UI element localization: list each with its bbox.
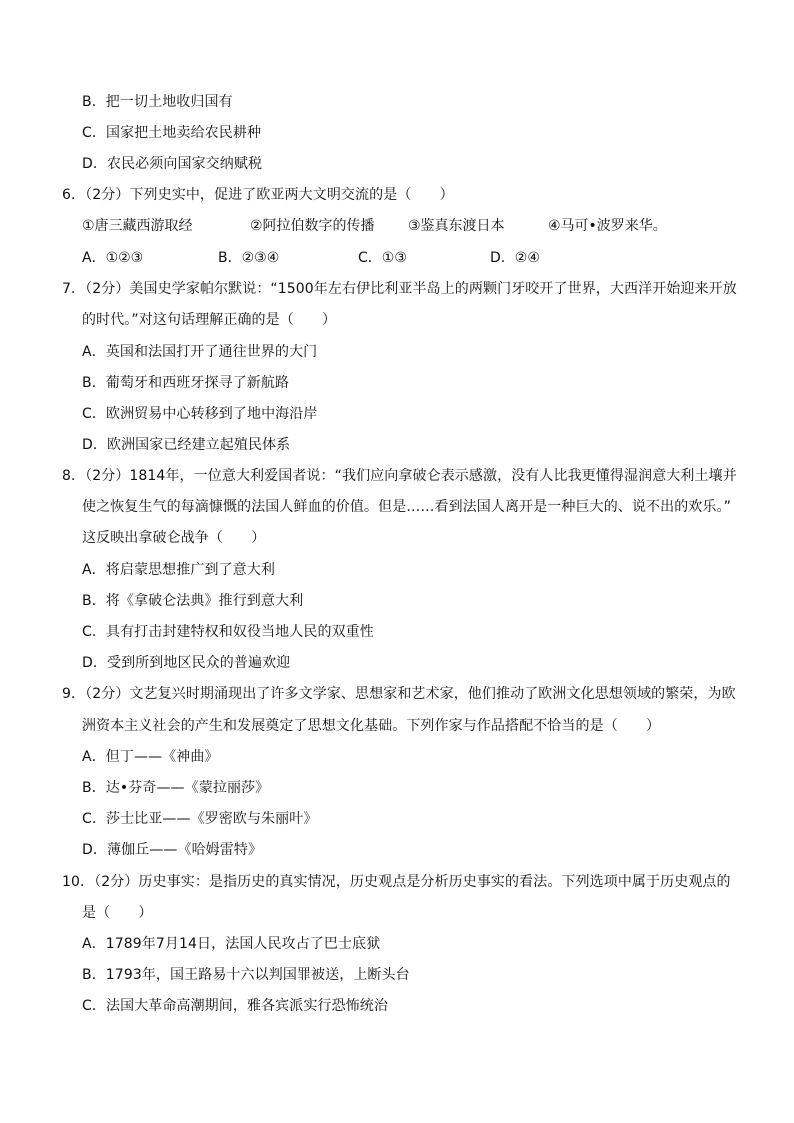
q10-stem-line1: 10．（2分）历史事实：是指历史的真实情况，历史观点是分析历史事实的看法。下列选项中属于历史观点的 <box>62 874 731 890</box>
q9-stem-line1: 9．（2分）文艺复兴时期涌现出了许多文学家、思想家和艺术家，他们推动了欧洲文化思想领域的繁荣，为欧 <box>62 686 736 702</box>
q6-item-2: ②阿拉伯数字的传播 <box>250 218 375 234</box>
q7-option-b: B．葡萄牙和西班牙探寻了新航路 <box>82 375 290 391</box>
q9-option-b: B．达•芬奇——《蒙拉丽莎》 <box>82 780 270 796</box>
q7-option-c: C．欧洲贸易中心转移到了地中海沿岸 <box>82 406 318 422</box>
q10-option-c: C．法国大革命高潮期间，雅各宾派实行恐怖统治 <box>82 998 388 1014</box>
q5-option-b: B．把一切土地收归国有 <box>82 94 233 110</box>
q9-stem-line2: 洲资本主义社会的产生和发展奠定了思想文化基础。下列作家与作品搭配不恰当的是（ ） <box>82 718 661 734</box>
q6-options-row <box>82 248 762 268</box>
q6-option-d: D．②④ <box>490 250 540 266</box>
q5-option-d: D．农民必须向国家交纳赋税 <box>82 156 263 172</box>
q9-option-c: C．莎士比亚——《罗密欧与朱丽叶》 <box>82 811 318 827</box>
q10-stem-line2: 是（ ） <box>82 905 153 921</box>
q10-option-b: B．1793年，国王路易十六以判国罪被送，上断头台 <box>82 967 410 983</box>
q6-option-c: C．①③ <box>358 250 407 266</box>
q8-option-a: A．将启蒙思想推广到了意大利 <box>82 562 275 578</box>
q5-option-c: C．国家把土地卖给农民耕种 <box>82 125 262 141</box>
q6-stem: 6．（2分）下列史实中，促进了欧亚两大文明交流的是（ ） <box>62 187 454 203</box>
q8-stem-line2: 使之恢复生气的每滴慷慨的法国人鲜血的价值。但是……看到法国人离开是一种巨大的、说不出的欢乐。” <box>82 499 731 515</box>
q6-option-b: B．②③④ <box>218 250 280 266</box>
q6-item-4: ④马可•波罗来华。 <box>548 218 667 234</box>
q7-stem-line1: 7．（2分）美国史学家帕尔默说：“1500年左右伊比利亚半岛上的两颗门牙咬开了世界，大西洋开始迎来开放 <box>62 281 737 297</box>
q6-item-3: ③鉴真东渡日本 <box>408 218 505 234</box>
q8-option-d: D．受到所到地区民众的普遍欢迎 <box>82 655 291 671</box>
q6-items-row <box>82 216 762 236</box>
q7-stem-line2: 的时代。”对这句话理解正确的是（ ） <box>82 312 337 328</box>
q6-item-1: ①唐三藏西游取经 <box>82 218 193 234</box>
q8-stem-line1: 8．（2分）1814年，一位意大利爱国者说：“我们应向拿破仑表示感激，没有人比我更懂得湿润意大利土壤并 <box>62 468 737 484</box>
q7-option-a: A．英国和法国打开了通往世界的大门 <box>82 344 318 360</box>
q6-option-a: A．①②③ <box>82 250 144 266</box>
q9-option-a: A．但丁——《神曲》 <box>82 749 219 765</box>
q8-stem-line3: 这反映出拿破仑战争（ ） <box>82 530 266 546</box>
q9-option-d: D．薄伽丘——《哈姆雷特》 <box>82 842 263 858</box>
q8-option-b: B．将《拿破仑法典》推行到意大利 <box>82 593 304 609</box>
q7-option-d: D．欧洲国家已经建立起殖民体系 <box>82 437 291 453</box>
q10-option-a: A．1789年7月14日，法国人民攻占了巴士底狱 <box>82 936 381 952</box>
q8-option-c: C．具有打击封建特权和奴役当地人民的双重性 <box>82 624 374 640</box>
